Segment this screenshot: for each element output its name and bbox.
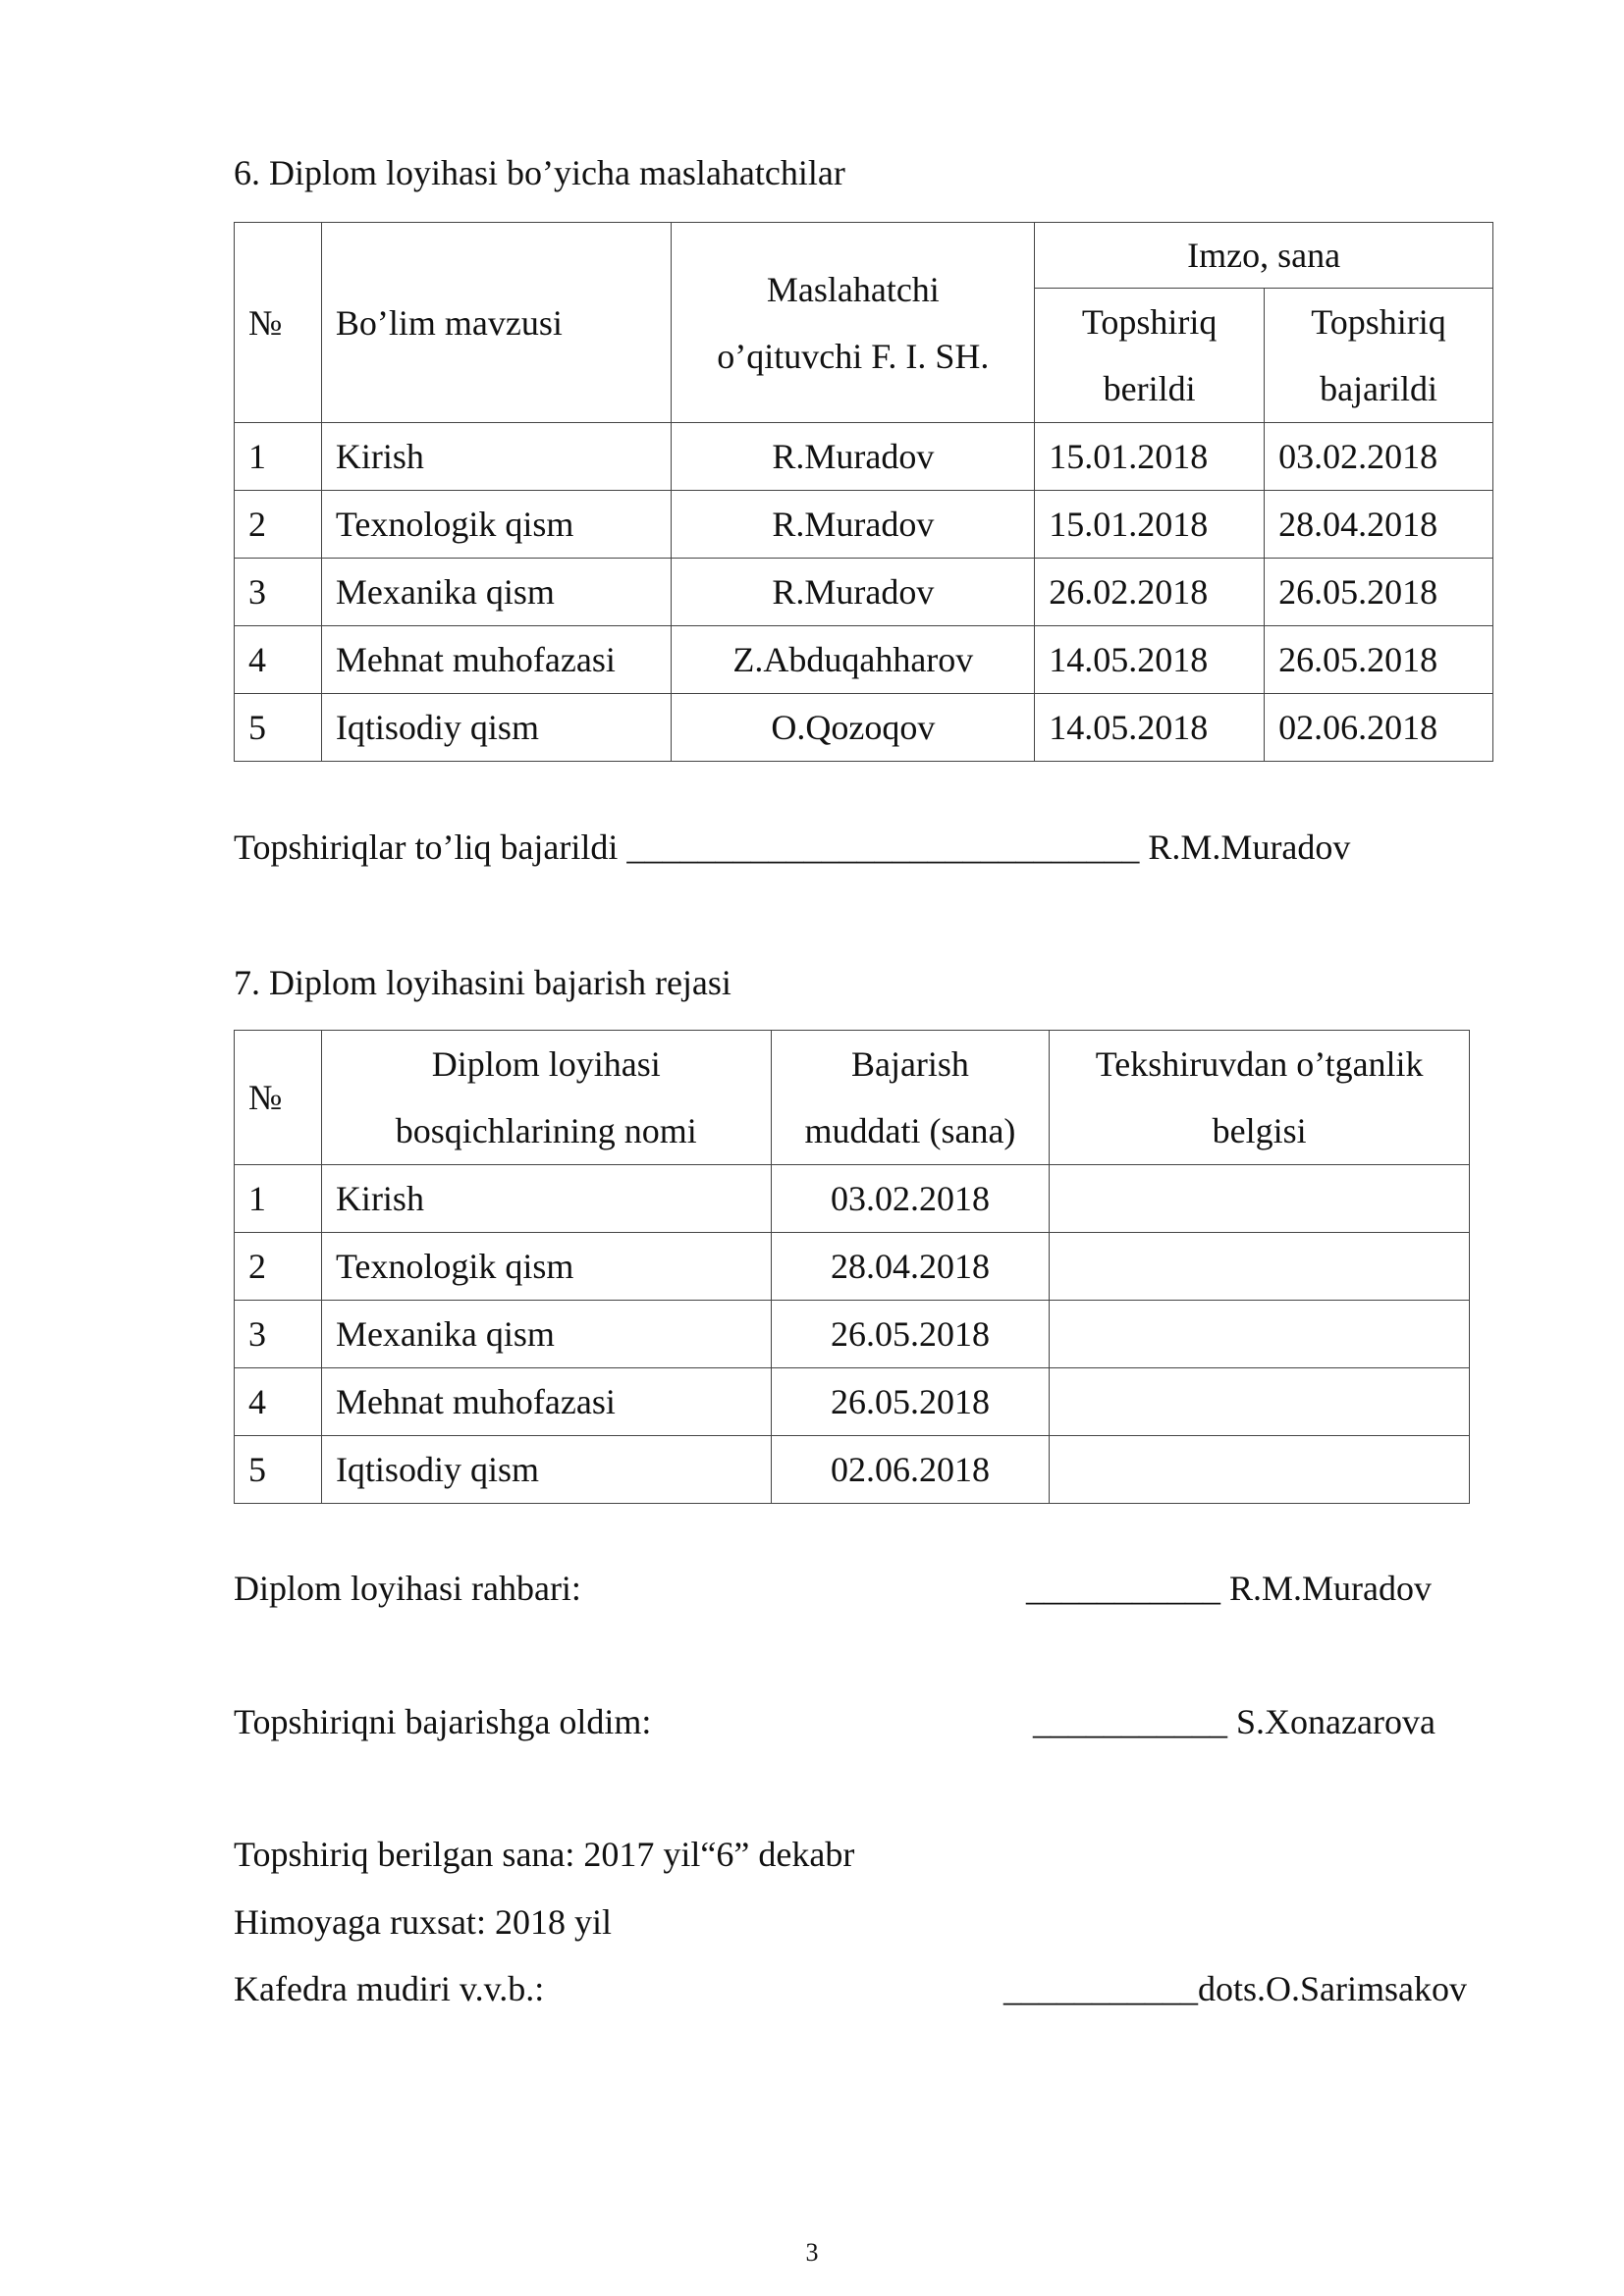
cell-stage: Mehnat muhofazasi [321,1368,771,1436]
supervisor-label: Diplom loyihasi rahbari: [234,1569,581,1608]
supervisor-blank: ___________ [1026,1569,1220,1608]
head-label: Kafedra mudiri v.v.b.: [234,1969,545,2008]
cell-check [1050,1368,1470,1436]
cell-stage: Mexanika qism [321,1301,771,1368]
cell-topic: Mehnat muhofazasi [321,626,672,694]
table-row [235,1301,1470,1368]
cell-num: 1 [235,423,322,491]
cell-stage: Iqtisodiy qism [321,1436,771,1504]
completion-label: Topshiriqlar to’liq bajarildi [234,828,619,867]
cell-num: 5 [235,694,322,762]
header-num: № [235,223,322,423]
cell-deadline: 03.02.2018 [771,1165,1050,1233]
header-done-line2: bajarildi [1320,369,1438,408]
defense-permission: Himoyaga ruxsat: 2018 yil [234,1902,612,1942]
cell-num: 3 [235,1301,322,1368]
cell-given: 15.01.2018 [1035,491,1265,559]
date-given: Topshiriq berilgan sana: 2017 yil“6” dekabr [234,1835,855,1874]
completion-blank-2: _____________________ [768,828,1140,867]
header-given [1035,289,1265,423]
section-6-heading: 6. Diplom loyihasi bo’yicha maslahatchilar [234,153,845,192]
cell-check [1050,1436,1470,1504]
cell-done: 02.06.2018 [1265,694,1493,762]
cell-topic: Texnologik qism [321,491,672,559]
cell-check [1050,1165,1470,1233]
header-check [1050,1031,1470,1165]
header-topic: Bo’lim mavzusi [321,223,672,423]
header-deadline [771,1031,1050,1165]
header-advisor [672,223,1035,423]
section-7-heading: 7. Diplom loyihasini bajarish rejasi [234,963,731,1002]
header-stage [321,1031,771,1165]
header-sign: Imzo, sana [1035,223,1493,289]
cell-stage: Texnologik qism [321,1233,771,1301]
cell-advisor: Z.Abduqahharov [672,626,1035,694]
cell-topic: Mexanika qism [321,559,672,626]
header-done-line1: Topshiriq [1311,302,1446,342]
cell-given: 15.01.2018 [1035,423,1265,491]
student-blank: ___________ [1033,1702,1227,1741]
cell-num: 4 [235,626,322,694]
cell-num: 3 [235,559,322,626]
student-name: S.Xonazarova [1236,1702,1435,1741]
cell-stage: Kirish [321,1165,771,1233]
header-given-line2: berildi [1103,369,1196,408]
cell-check [1050,1233,1470,1301]
cell-topic: Kirish [321,423,672,491]
header-done [1265,289,1493,423]
cell-done: 26.05.2018 [1265,559,1493,626]
cell-num: 1 [235,1165,322,1233]
header-stage-line2: bosqichlarining nomi [395,1111,697,1150]
table-header-row [235,223,1493,289]
cell-deadline: 26.05.2018 [771,1368,1050,1436]
cell-advisor: R.Muradov [672,559,1035,626]
cell-check [1050,1301,1470,1368]
table-row [235,1436,1470,1504]
cell-num: 2 [235,1233,322,1301]
cell-advisor: R.Muradov [672,423,1035,491]
header-check-line2: belgisi [1212,1111,1307,1150]
header-advisor-line1: Maslahatchi [766,269,940,309]
cell-given: 14.05.2018 [1035,694,1265,762]
cell-given: 14.05.2018 [1035,626,1265,694]
table-header-row [235,1031,1470,1165]
cell-deadline: 28.04.2018 [771,1233,1050,1301]
cell-done: 26.05.2018 [1265,626,1493,694]
head-name: dots.O.Sarimsakov [1198,1969,1467,2008]
cell-deadline: 26.05.2018 [771,1301,1050,1368]
table-row [235,1368,1470,1436]
student-signature [1033,1701,1435,1742]
cell-given: 26.02.2018 [1035,559,1265,626]
table-row [235,626,1493,694]
cell-deadline: 02.06.2018 [771,1436,1050,1504]
cell-done: 28.04.2018 [1265,491,1493,559]
header-advisor-line2: o’qituvchi F. I. SH. [717,336,990,376]
head-signature [1003,1968,1467,2009]
header-deadline-line1: Bajarish [850,1044,969,1084]
supervisor-signature [1026,1568,1432,1609]
table-row [235,1233,1470,1301]
table-row [235,694,1493,762]
cell-num: 4 [235,1368,322,1436]
page-number: 3 [805,2238,819,2267]
header-given-line1: Topshiriq [1081,302,1218,342]
header-deadline-line2: muddati (sana) [804,1111,1016,1150]
table-row [235,559,1493,626]
cell-num: 2 [235,491,322,559]
header-stage-line1: Diplom loyihasi [431,1044,661,1084]
cell-done: 03.02.2018 [1265,423,1493,491]
plan-table [234,1030,1470,1504]
supervisor-name: R.M.Muradov [1229,1569,1432,1608]
student-label: Topshiriqni bajarishga oldim: [234,1702,652,1741]
header-check-line1: Tekshiruvdan o’tganlik [1095,1044,1424,1084]
head-blank: ___________ [1003,1969,1198,2008]
table-row [235,1165,1470,1233]
header-num: № [235,1031,322,1165]
table-row [235,491,1493,559]
completion-line [234,827,1350,868]
advisors-table [234,222,1493,762]
cell-topic: Iqtisodiy qism [321,694,672,762]
completion-blank-1: ________ [626,828,769,867]
cell-advisor: R.Muradov [672,491,1035,559]
table-row [235,423,1493,491]
completion-name: R.M.Muradov [1148,828,1351,867]
cell-advisor: O.Qozoqov [672,694,1035,762]
cell-num: 5 [235,1436,322,1504]
